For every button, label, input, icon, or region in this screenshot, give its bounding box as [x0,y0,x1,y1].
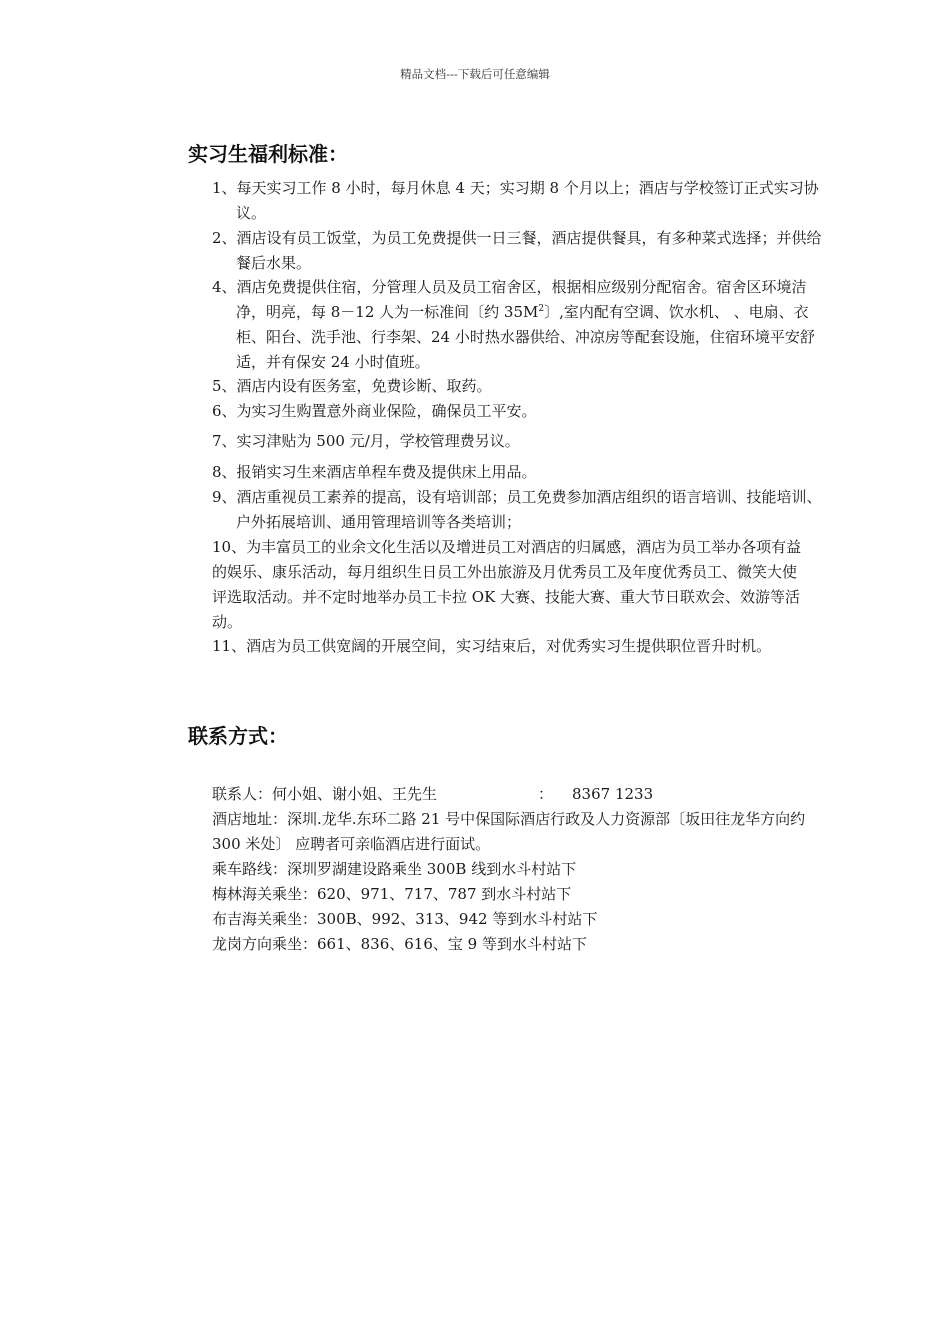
route-line-3: 布吉海关乘坐：300B、992、313、942 等到水斗村站下 [212,910,598,928]
hotel-address: 酒店地址：深圳.龙华.东环二路 21 号中保国际酒店行政及人力资源部〔坂田往龙华方向约 300 米处〕 应聘者可亲临酒店进行面试。 [212,810,806,853]
route-line-2: 梅林海关乘坐：620、971、717、787 到水斗村站下 [212,885,572,903]
route-line-1: 乘车路线：深圳罗湖建设路乘坐 300B 线到水斗村站下 [212,860,577,878]
route-line-4: 龙岗方向乘坐：661、836、616、宝 9 等到水斗村站下 [212,935,587,953]
phone-number: 8367 1233 [572,785,654,803]
benefit-item-5: 5、酒店内设有医务室，免费诊断、取药。 [212,377,492,395]
benefit-item-9: 9、酒店重视员工素养的提高，设有培训部；员工免费参加酒店组织的语言培训、技能培训、户外拓展培训、通用管理培训等各类培训； [212,488,822,531]
superscript: 2 [538,304,545,314]
benefit-item-10: 10、为丰富员工的业余文化生活以及增进员工对酒店的归属感，酒店为员工举办各项有益的娱乐、康乐活动，每月组织生日员工外出旅游及月优秀员工及年度优秀员工、微笑大使评选取活动。并不定时地举办员工卡拉 OK 大赛、技能大赛、重大节日联欢会、效游等活动。 [212,538,802,631]
benefit-item-4-text: 4、酒店免费提供住宿，分管理人员及员工宿舍区，根据相应级别分配宿舍。宿舍区环境洁净，明亮，每 8－12 人为一标准间〔约 35M [212,278,807,321]
benefit-item-7: 7、实习津贴为 500 元/月，学校管理费另议。 [212,432,520,450]
benefit-item-1: 1、每天实习工作 8 小时，每月休息 4 天；实习期 8 个月以上；酒店与学校签订正式实习协议。 [212,179,819,222]
benefit-item-6: 6、为实习生购置意外商业保险，确保员工平安。 [212,402,537,420]
phone-separator: ： [538,785,554,803]
benefit-item-8: 8、报销实习生来酒店单程车费及提供床上用品。 [212,463,537,481]
contact-heading: 联系方式： [188,724,288,748]
page-header: 精品文档---下载后可任意编辑 [400,67,550,81]
benefits-heading: 实习生福利标准： [188,142,348,166]
benefit-item-4 [212,275,834,375]
contact-person: 联系人：何小姐、谢小姐、王先生 [212,785,438,803]
benefit-item-11: 11、酒店为员工供宽阔的开展空间，实习结束后，对优秀实习生提供职位晋升时机。 [212,637,772,655]
benefit-item-4-text-cont: 〕,室内配有空调、饮水机、 、电扇、衣柜、阳台、洗手池、行李架、24 小时热水器供给、冲凉房等配套设施，住宿环境平安舒适，并有保安 24 小时值班。 [236,303,815,371]
benefit-item-2: 2、酒店设有员工饭堂，为员工免费提供一日三餐，酒店提供餐具，有多种菜式选择；并供给餐后水果。 [212,229,822,272]
